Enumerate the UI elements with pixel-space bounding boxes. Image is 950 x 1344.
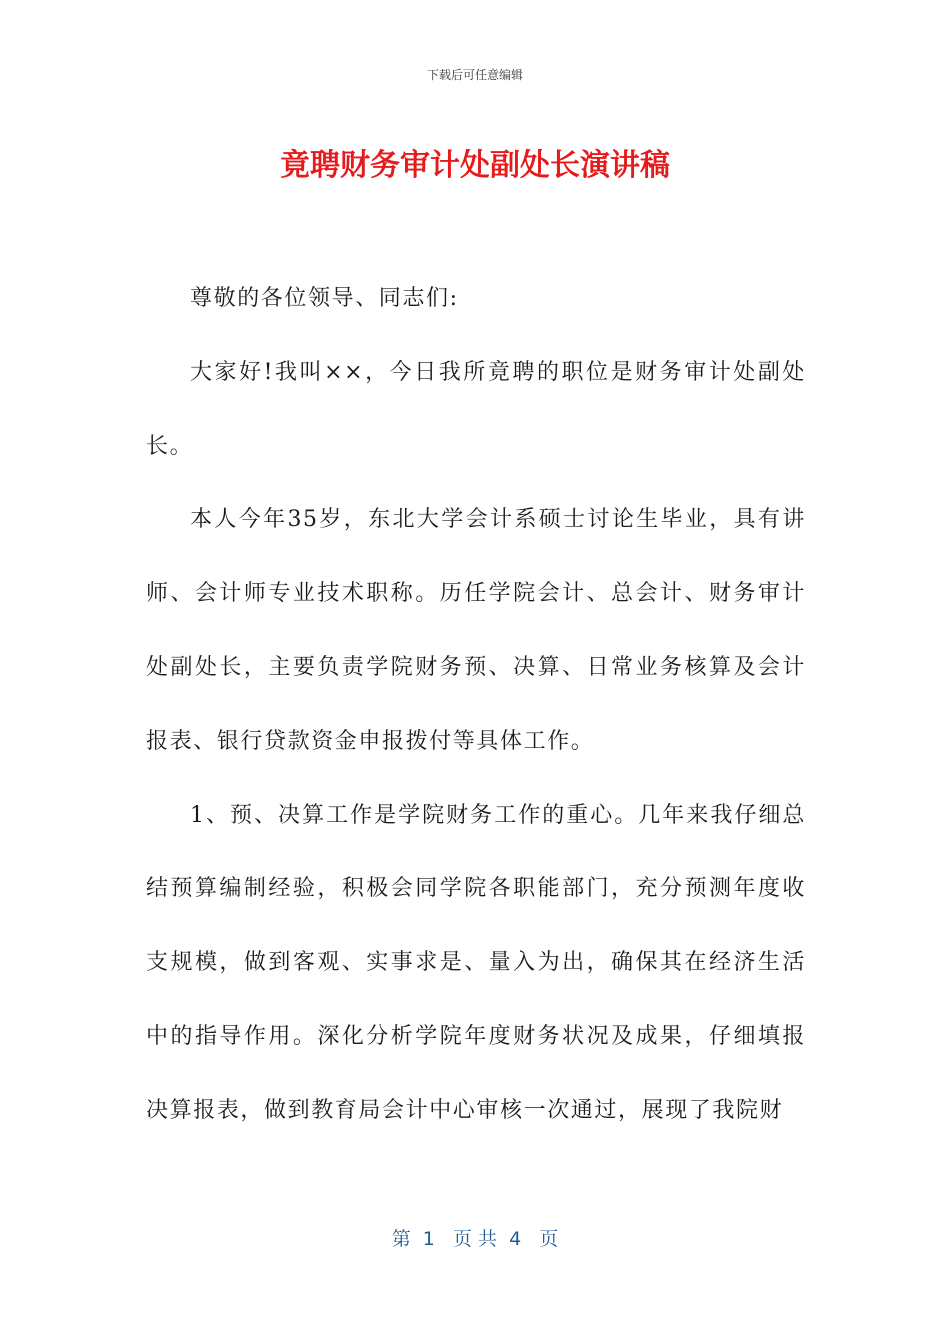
document-title: 竟聘财务审计处副处长演讲稿 xyxy=(280,148,670,183)
page-header-note: 下载后可任意编辑 xyxy=(426,68,523,82)
paragraph-salutation: 尊敬的各位领导、同志们: xyxy=(190,286,459,311)
paragraph-background: 本人今年35岁，东北大学会计系硕士讨论生毕业，具有讲师、会计师专业技术职称。历任学院会计、总会计、财务审计处副处长，主要负责学院财务预、决算、日常业务核算及会计报表、银行贷款资金申报拨付等具体工作。 xyxy=(146,507,806,754)
page-number-footer: 第 1 页 共 4 页 xyxy=(391,1228,559,1250)
document-body xyxy=(146,262,806,1148)
paragraph-introduction: 大家好!我叫××，今日我所竟聘的职位是财务审计处副处长。 xyxy=(146,359,806,459)
paragraph-budget-work: 1、预、决算工作是学院财务工作的重心。几年来我仔细总结预算编制经验，积极会同学院各职能部门，充分预测年度收支规模，做到客观、实事求是、量入为出，确保其在经济生活中的指导作用。深化分析学院年度财务状况及成果，仔细填报决算报表，做到教育局会计中心审核一次通过，展现了我院财 xyxy=(146,802,806,1123)
